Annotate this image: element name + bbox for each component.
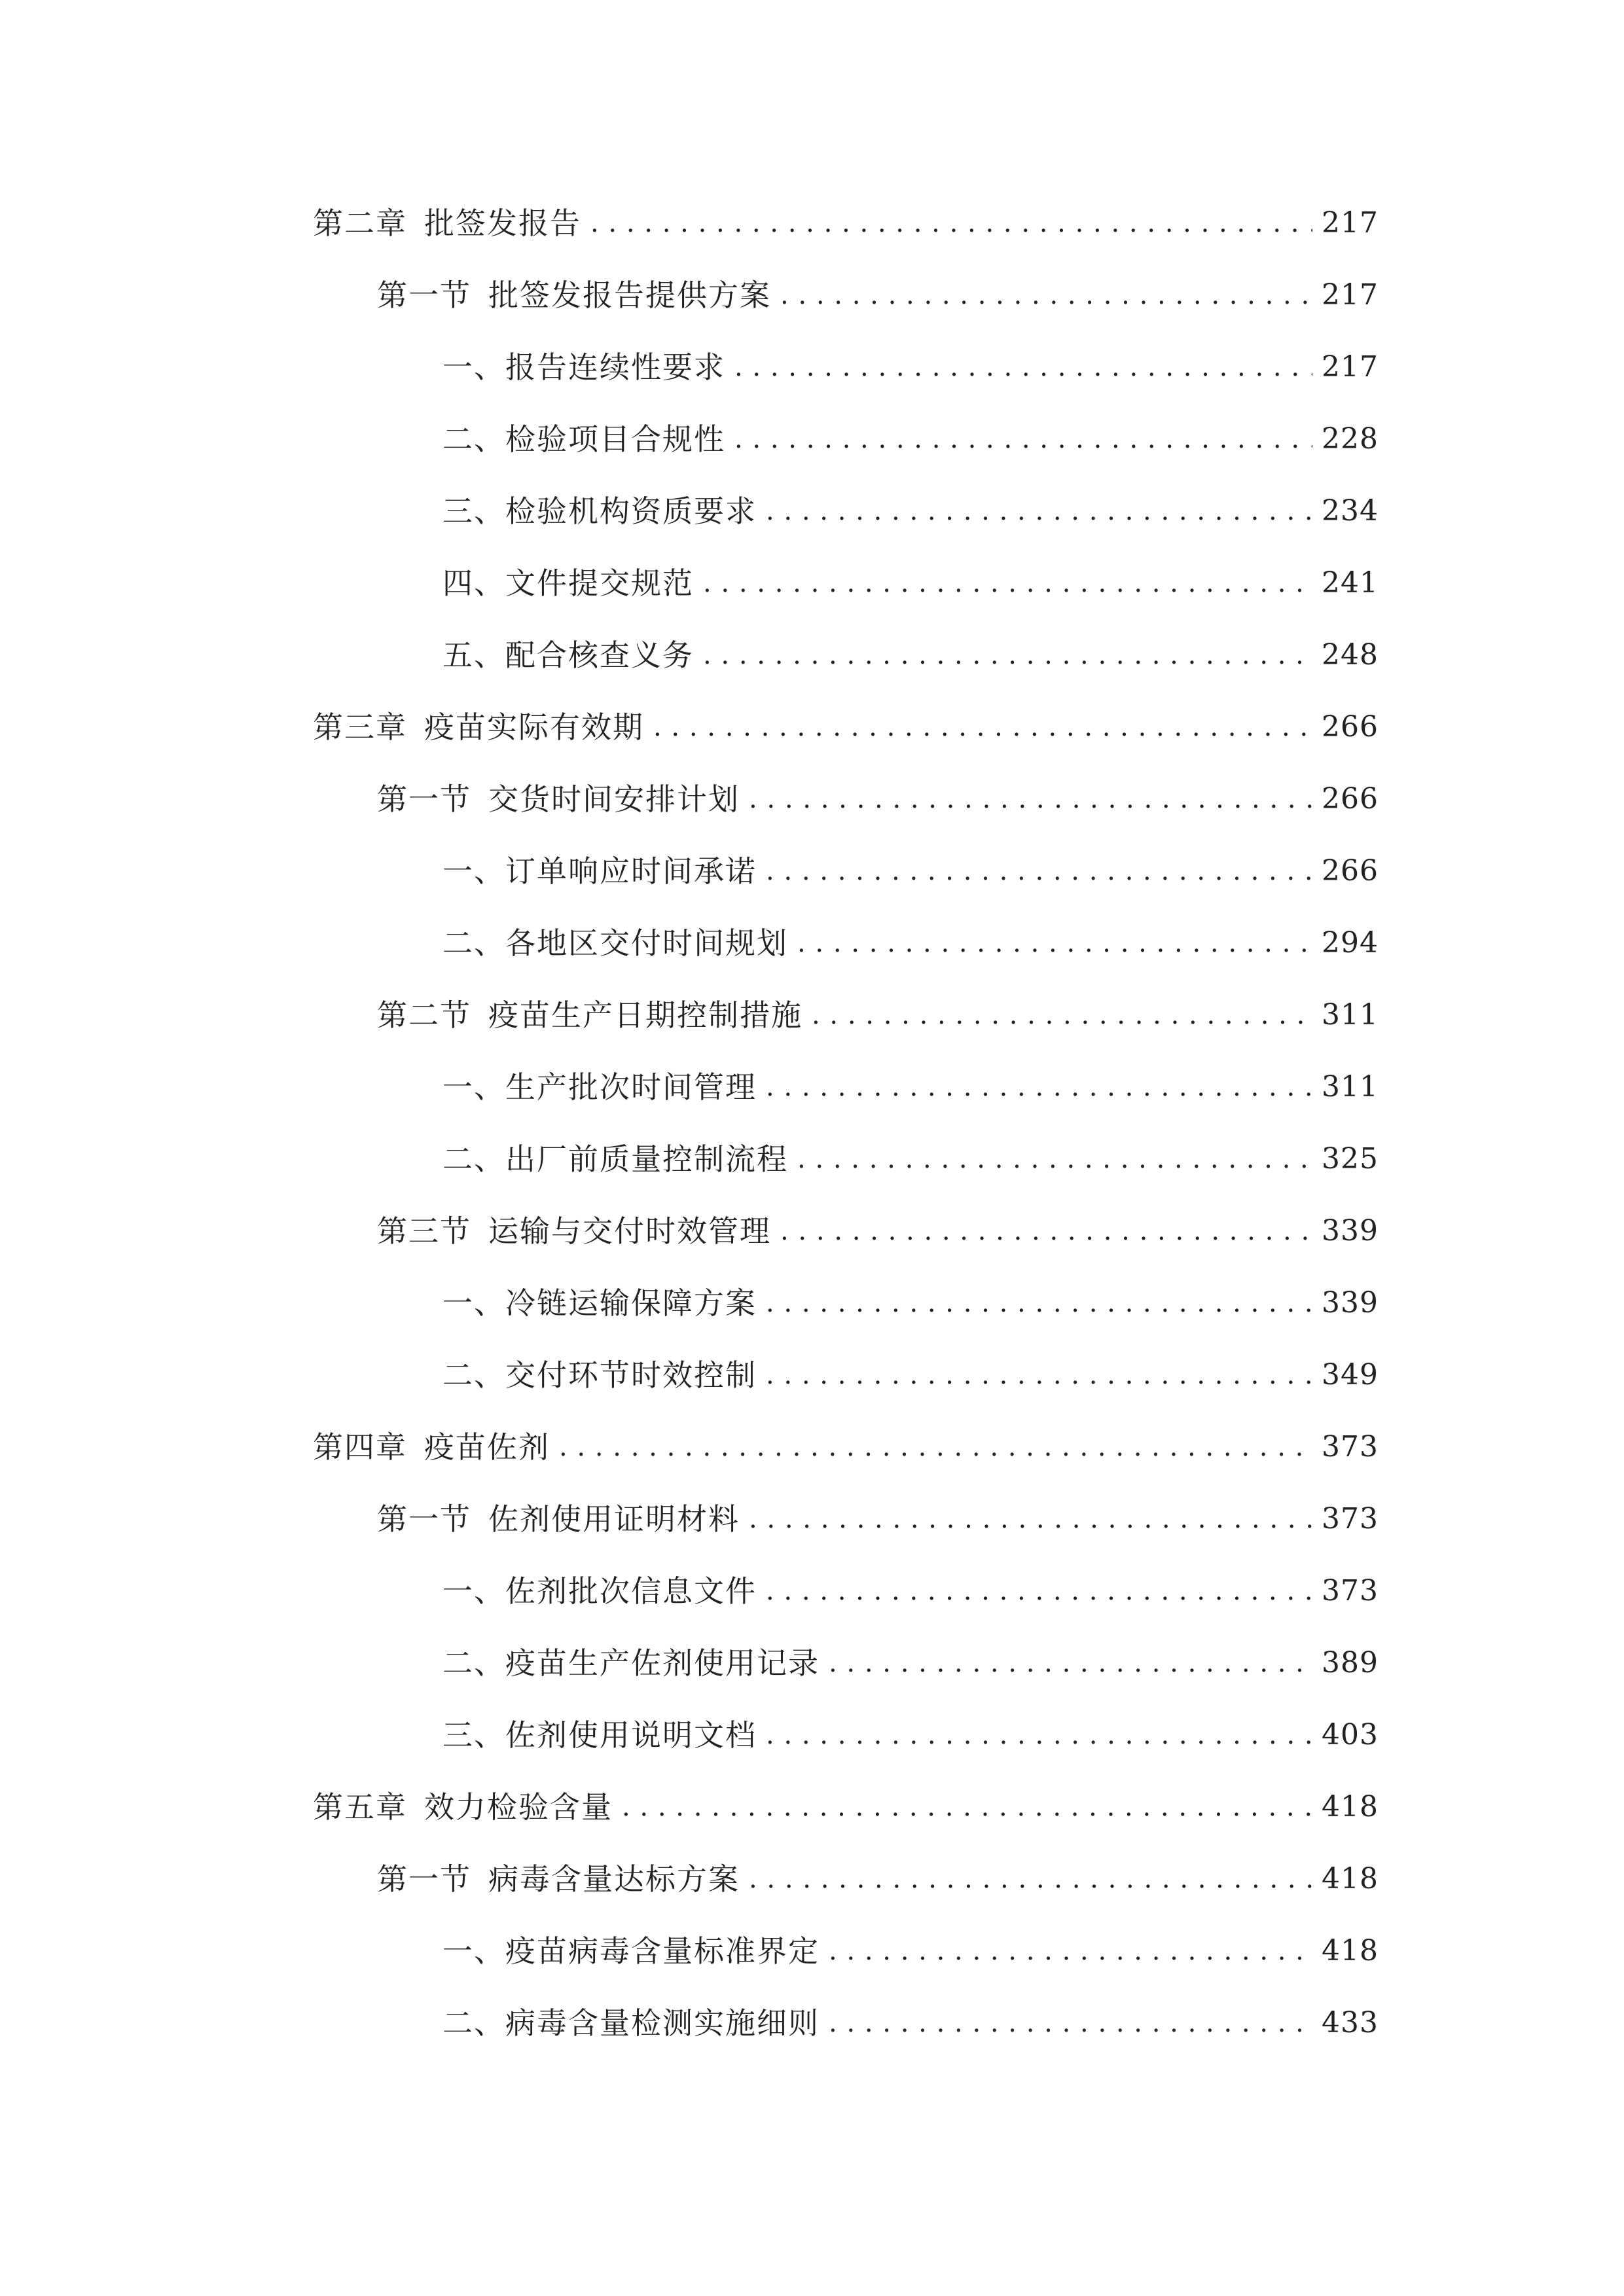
toc-entry-title: 订单响应时间承诺 — [505, 853, 757, 889]
toc-entry-number: 一、 — [442, 1285, 505, 1321]
toc-entry-title: 效力检验含量 — [424, 1789, 613, 1825]
toc-entry-page-number: 311 — [1322, 1070, 1379, 1103]
toc-entry[interactable] — [0, 259, 1624, 331]
toc-dot-leader — [703, 564, 1312, 603]
toc-entry-number: 三、 — [442, 1717, 505, 1753]
toc-entry-number: 二、 — [442, 422, 505, 457]
toc-entry-page-number: 266 — [1322, 854, 1379, 888]
toc-entry-number: 一、 — [442, 1069, 505, 1105]
toc-dot-leader — [766, 1283, 1312, 1323]
toc-entry-page-number: 266 — [1322, 782, 1379, 816]
toc-entry-title: 配合核查义务 — [505, 637, 694, 673]
toc-entry-title: 疫苗实际有效期 — [424, 709, 644, 745]
toc-entry[interactable] — [0, 1627, 1624, 1699]
toc-entry[interactable] — [0, 907, 1624, 979]
toc-entry-title: 文件提交规范 — [505, 565, 694, 601]
toc-dot-leader — [734, 348, 1312, 387]
toc-entry[interactable] — [0, 547, 1624, 619]
toc-dot-leader — [766, 1715, 1312, 1755]
toc-entry-number: 第四章 — [313, 1429, 407, 1465]
toc-entry[interactable] — [0, 763, 1624, 835]
toc-dot-leader — [749, 780, 1312, 819]
toc-entry[interactable] — [0, 1915, 1624, 1987]
toc-entry-number: 第一节 — [377, 278, 471, 313]
toc-entry-title: 佐剂批次信息文件 — [505, 1573, 757, 1609]
toc-entry-number: 第五章 — [313, 1789, 407, 1825]
toc-entry-page-number: 311 — [1322, 998, 1379, 1031]
toc-entry-number: 第二章 — [313, 206, 407, 241]
toc-dot-leader — [749, 1499, 1312, 1539]
toc-entry[interactable] — [0, 691, 1624, 763]
toc-entry[interactable] — [0, 475, 1624, 547]
toc-entry-title: 疫苗生产日期控制措施 — [488, 997, 803, 1033]
toc-entry-title: 出厂前质量控制流程 — [505, 1141, 788, 1177]
toc-entry-title: 批签发报告提供方案 — [488, 278, 771, 313]
toc-dot-leader — [829, 2003, 1312, 2043]
toc-entry-number: 二、 — [442, 1645, 505, 1681]
toc-entry-title: 检验机构资质要求 — [505, 493, 757, 529]
toc-entry-title: 病毒含量检测实施细则 — [505, 2005, 820, 2041]
toc-entry-number: 一、 — [442, 350, 505, 385]
toc-entry-number: 第二节 — [377, 997, 471, 1033]
toc-entry-page-number: 349 — [1322, 1358, 1379, 1391]
toc-dot-leader — [749, 1859, 1312, 1899]
toc-entry-page-number: 266 — [1322, 710, 1379, 744]
toc-entry-page-number: 217 — [1322, 206, 1379, 240]
toc-dot-leader — [812, 996, 1312, 1035]
toc-entry[interactable] — [0, 187, 1624, 259]
toc-entry-title: 报告连续性要求 — [505, 350, 725, 385]
toc-entry[interactable] — [0, 331, 1624, 403]
toc-entry[interactable] — [0, 835, 1624, 907]
toc-dot-leader — [766, 1355, 1312, 1395]
toc-entry-page-number: 373 — [1322, 1430, 1379, 1463]
toc-entry-number: 第三章 — [313, 709, 407, 745]
toc-entry[interactable] — [0, 1411, 1624, 1483]
toc-entry-number: 一、 — [442, 1573, 505, 1609]
toc-entry[interactable] — [0, 403, 1624, 475]
toc-entry-number: 第一节 — [377, 1501, 471, 1537]
toc-entry-page-number: 248 — [1322, 638, 1379, 672]
toc-entry-title: 疫苗病毒含量标准界定 — [505, 1933, 820, 1969]
toc-dot-leader — [797, 1139, 1312, 1179]
toc-entry-title: 佐剂使用证明材料 — [488, 1501, 740, 1537]
toc-dot-leader — [766, 852, 1312, 891]
toc-entry-number: 二、 — [442, 1357, 505, 1393]
toc-entry-page-number: 373 — [1322, 1574, 1379, 1607]
toc-entry-title: 运输与交付时效管理 — [488, 1213, 771, 1249]
toc-entry[interactable] — [0, 1483, 1624, 1555]
toc-dot-leader — [780, 1211, 1312, 1251]
toc-entry-page-number: 217 — [1322, 350, 1379, 384]
toc-entry-page-number: 339 — [1322, 1214, 1379, 1247]
toc-entry-page-number: 339 — [1322, 1286, 1379, 1319]
toc-entry-page-number: 418 — [1322, 1934, 1379, 1967]
toc-entry-page-number: 418 — [1322, 1862, 1379, 1895]
toc-dot-leader — [622, 1787, 1312, 1827]
toc-entry-number: 二、 — [442, 1141, 505, 1177]
toc-entry-title: 生产批次时间管理 — [505, 1069, 757, 1105]
toc-entry-title: 交付环节时效控制 — [505, 1357, 757, 1393]
toc-entry-number: 一、 — [442, 853, 505, 889]
toc-entry-title: 交货时间安排计划 — [488, 781, 740, 817]
toc-entry-page-number: 418 — [1322, 1790, 1379, 1823]
toc-entry-title: 疫苗佐剂 — [424, 1429, 550, 1465]
toc-entry-title: 各地区交付时间规划 — [505, 925, 788, 961]
toc-entry-number: 第一节 — [377, 1861, 471, 1897]
toc-entry-page-number: 294 — [1322, 926, 1379, 960]
toc-entry[interactable] — [0, 1051, 1624, 1123]
toc-entry-page-number: 403 — [1322, 1718, 1379, 1751]
toc-dot-leader — [559, 1427, 1312, 1467]
toc-dot-leader — [766, 1571, 1312, 1611]
toc-dot-leader — [734, 420, 1312, 459]
toc-dot-leader — [797, 924, 1312, 963]
toc-entry[interactable] — [0, 979, 1624, 1051]
toc-entry-page-number: 241 — [1322, 566, 1379, 600]
toc-entry[interactable] — [0, 1699, 1624, 1771]
toc-entry[interactable] — [0, 1123, 1624, 1195]
toc-entry-page-number: 234 — [1322, 494, 1379, 528]
toc-dot-leader — [829, 1931, 1312, 1971]
toc-entry-title: 佐剂使用说明文档 — [505, 1717, 757, 1753]
toc-dot-leader — [703, 636, 1312, 675]
toc-entry-number: 五、 — [442, 637, 505, 673]
toc-entry-number: 三、 — [442, 493, 505, 529]
toc-entry-title: 病毒含量达标方案 — [488, 1861, 740, 1897]
toc-entry-number: 四、 — [442, 565, 505, 601]
toc-entry-title: 检验项目合规性 — [505, 422, 725, 457]
toc-entry-page-number: 325 — [1322, 1142, 1379, 1175]
toc-dot-leader — [780, 276, 1312, 315]
toc-entry[interactable] — [0, 1555, 1624, 1627]
toc-entry-number: 一、 — [442, 1933, 505, 1969]
toc-entry[interactable] — [0, 1195, 1624, 1267]
toc-entry-page-number: 433 — [1322, 2006, 1379, 2039]
toc-entry-number: 第三节 — [377, 1213, 471, 1249]
toc-entry[interactable] — [0, 1843, 1624, 1915]
toc-dot-leader — [766, 492, 1312, 531]
toc-dot-leader — [766, 1067, 1312, 1107]
toc-dot-leader — [653, 708, 1312, 747]
toc-entry-page-number: 389 — [1322, 1646, 1379, 1679]
toc-entry-number: 二、 — [442, 2005, 505, 2041]
toc-dot-leader — [829, 1643, 1312, 1683]
toc-entry-title: 冷链运输保障方案 — [505, 1285, 757, 1321]
toc-entry-number: 二、 — [442, 925, 505, 961]
toc-entry[interactable] — [0, 1987, 1624, 2059]
toc-entry[interactable] — [0, 619, 1624, 691]
toc-entry-title: 批签发报告 — [424, 206, 581, 241]
table-of-contents — [0, 187, 1624, 2059]
toc-entry-page-number: 373 — [1322, 1502, 1379, 1535]
toc-entry[interactable] — [0, 1339, 1624, 1411]
toc-entry-page-number: 217 — [1322, 278, 1379, 312]
toc-entry[interactable] — [0, 1771, 1624, 1843]
toc-entry-page-number: 228 — [1322, 422, 1379, 456]
toc-entry-title: 疫苗生产佐剂使用记录 — [505, 1645, 820, 1681]
toc-entry[interactable] — [0, 1267, 1624, 1339]
toc-entry-number: 第一节 — [377, 781, 471, 817]
toc-dot-leader — [590, 204, 1312, 243]
